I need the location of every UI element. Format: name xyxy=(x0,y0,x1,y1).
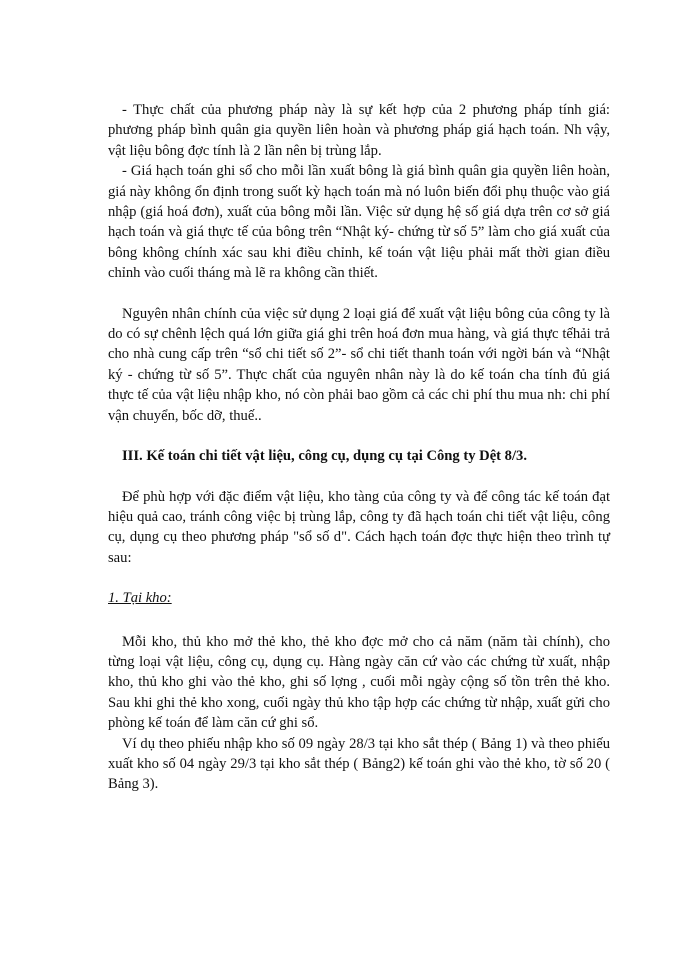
paragraph-warehouse-procedure: Mỗi kho, thủ kho mở thẻ kho, thẻ kho đợc mở cho cả năm (năm tài chính), cho từng loại vật liệu, công cụ, dụng cụ. Hàng ngày căn cứ vào các chứng từ xuất, nhập kho, thủ kho ghi vào thẻ kho, ghi số lợng , cuối mỗi ngày cộng số tồn trên thẻ kho. Sau khi ghi thẻ kho xong, cuối ngày thủ kho tập hợp các chứng từ nhập, xuất gửi cho phòng kế toán để làm căn cứ ghi sổ. xyxy=(108,633,610,732)
paragraph-method-essence: - Thực chất của phương pháp này là sự kết hợp của 2 phương pháp tính giá: phương pháp bình quân gia quyền liên hoàn và phương pháp giá hạch toán. Nh vậy, vật liệu bông đợc tính là 2 lần nên bị trùng lắp. xyxy=(108,102,610,159)
paragraph-price-accounting: - Giá hạch toán ghi sổ cho mỗi lần xuất bông là giá bình quân gia quyền liên hoàn, giá này không ổn định trong suốt kỳ hạch toán mà nó luôn biến đổi phụ thuộc vào giá nhập (giá hoá đơn), xuất của bông mỗi lần. Việc sử dụng hệ số giá dựa trên cơ sở giá hạch toán và giá thực tế của bông trên “Nhật ký- chứng từ số 5” làm cho giá xuất của bông không chính xác sau khi điều chỉnh, kế toán vật liệu phải mất thời gian điều chỉnh vào cuối tháng mà lẽ ra không cần thiết. xyxy=(108,163,610,282)
spacer xyxy=(108,426,610,446)
paragraph-section-intro: Để phù hợp với đặc điểm vật liệu, kho tàng của công ty và để công tác kế toán đạt hiệu quả cao, tránh công việc bị trùng lắp, công ty đã hạch toán chi tiết vật liệu, công cụ, dụng cụ theo phương pháp "sổ số d". Cách hạch toán đợc thực hiện theo trình tự sau: xyxy=(108,488,610,566)
paragraph-warehouse-example: Ví dụ theo phiếu nhập kho số 09 ngày 28/3 tại kho sắt thép ( Bảng 1) và theo phiếu xuất kho số 04 ngày 29/3 tại kho sắt thép ( Bảng2) kế toán ghi vào thẻ kho, tờ số 20 ( Bảng 3). xyxy=(108,735,610,793)
document-page xyxy=(108,100,610,795)
paragraph-main-cause: Nguyên nhân chính của việc sử dụng 2 loại giá để xuất vật liệu bông của công ty là do có sự chênh lệch quá lớn giữa giá ghi trên hoá đơn mua hàng, và giá thực tếhải trả cho nhà cung cấp trên “sổ chi tiết số 2”- sổ chi tiết thanh toán với ngời bán và “Nhật ký - chứng từ số 5”. Thực chất của nguyên nhân này là do kế toán cha tính đủ giá thực tế của vật liệu nhập kho, nó còn phải bao gồm cả các chi phí thu mua nh: chi phí vận chuyển, bốc dỡ, thuế.. xyxy=(108,305,610,424)
subsection-heading: 1. Tại kho: xyxy=(108,590,172,607)
spacer xyxy=(108,467,610,487)
spacer xyxy=(108,568,610,588)
section-heading: III. Kế toán chi tiết vật liệu, công cụ, dụng cụ tại Công ty Dệt 8/3. xyxy=(122,448,527,465)
spacer xyxy=(108,284,610,304)
spacer xyxy=(108,609,610,632)
